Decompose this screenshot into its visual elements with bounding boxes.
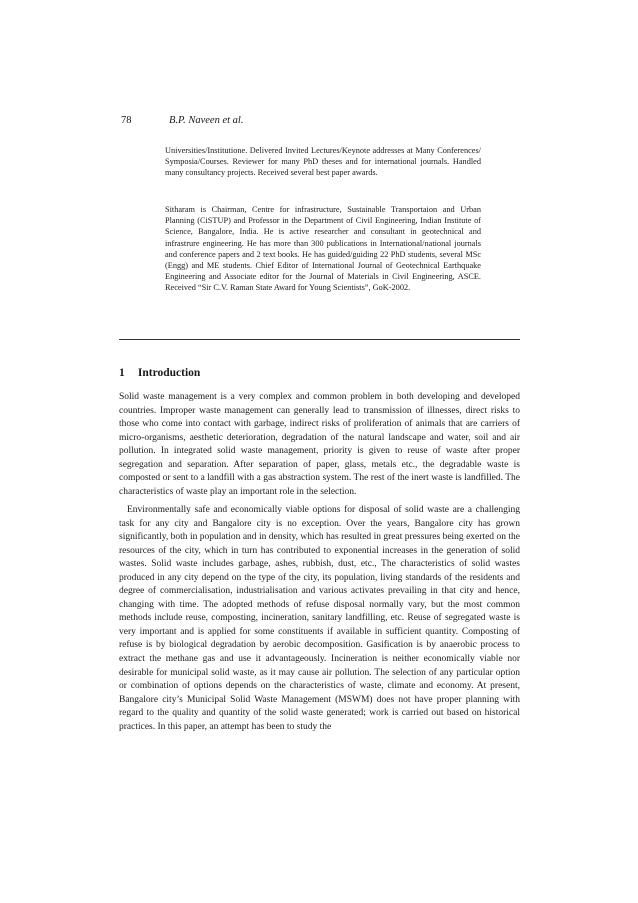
paragraph-text: Environmentally safe and economically viable options for disposal of solid waste are a challenging task for any city and Bangalore city is no exception. Over the years, Bangalore city has grown significantly, both in population and in density, which has resulted in great pressures being exerted on the resources of the city, which in turn has contributed to exponential increases in the generation of solid wastes. Solid waste includes garbage, ashes, rubbish, dust, etc., The characteristics of solid wastes produced in any city depend on the type of the city, its population, living standards of the residents and degree of commercialisation, industrialisation and various activates prevailing in that city and hence, changing with time. The adopted methods of refuse disposal normally vary, but the most common methods include reuse, composting, incineration, sanitary landfilling, etc. Reuse of segregated waste is very important and is applied for some constituents if available in sufficient quantity. Composting of refuse is by biological degradation by aerobic decomposition. Gasification is by anaerobic process to extract the methane gas and use it advantageously. Incineration is neither economically viable nor desirable for municipal solid waste, as it may cause air pollution. The selection of any particular option or combination of options depends on the characteristics of waste, climate and economy. At present, Bangalore city’s Municipal Solid Waste Management (MSWM) does not have proper planning with regard to the quality and quantity of the solid waste generated; work is carried out based on historical practices. In this paper, an attempt has been to study the bbox=[119, 505, 520, 732]
author-bio-sitharam: Sitharam is Chairman, Centre for infrastructure, Sustainable Transportaion and Urban Planning (CiSTUP) and Professor in the Department of Civil Engineering, Indian Institute of Science, Bangalore, India. He is active researcher and consultant in geotechnical and infrastrure engineering. He has more than 300 publications in International/national journals and conference papers and 2 text books. He has guided/guiding 22 PhD students, several MSc (Engg) and ME students. Chief Editor of International Journal of Geotechnical Earthquake Engineering and Associate editor for the Journal of Materials in Civil Engineering, ASCE. Received “Sir C.V. Raman State Award for Young Scientists”, GoK-2002. bbox=[165, 205, 481, 293]
section-heading bbox=[119, 367, 200, 379]
section-number: 1 bbox=[119, 367, 125, 379]
running-head: B.P. Naveen et al. bbox=[169, 115, 244, 126]
page-number: 78 bbox=[121, 115, 132, 126]
body-paragraph-1 bbox=[119, 391, 520, 499]
author-bio-continued: Universities/Institutione. Delivered Invited Lectures/Keynote addresses at Many Conferences/ Symposia/Courses. Reviewer for many PhD theses and for international journals. Handled many consultancy projects. Received several best paper awards. bbox=[165, 146, 481, 178]
paragraph-text: Solid waste management is a very complex and common problem in both developing and developed countries. Improper waste management can generally lead to transmission of illnesses, direct risks to those who come into contact with garbage, indirect risks of proliferation of animals that are carriers of micro-organisms, aesthetic deterioration, degradation of the natural landscape and water, soil and air pollution. In integrated solid waste management, priority is given to reuse of waste after proper segregation and separation. After separation of paper, glass, metals etc., the degradable waste is composted or sent to a landfill with a gas abstraction system. The rest of the inert waste is landfilled. The characteristics of waste play an important role in the selection. bbox=[119, 392, 520, 497]
section-divider bbox=[119, 339, 520, 340]
body-paragraph-2 bbox=[119, 504, 520, 734]
section-title: Introduction bbox=[137, 367, 201, 379]
